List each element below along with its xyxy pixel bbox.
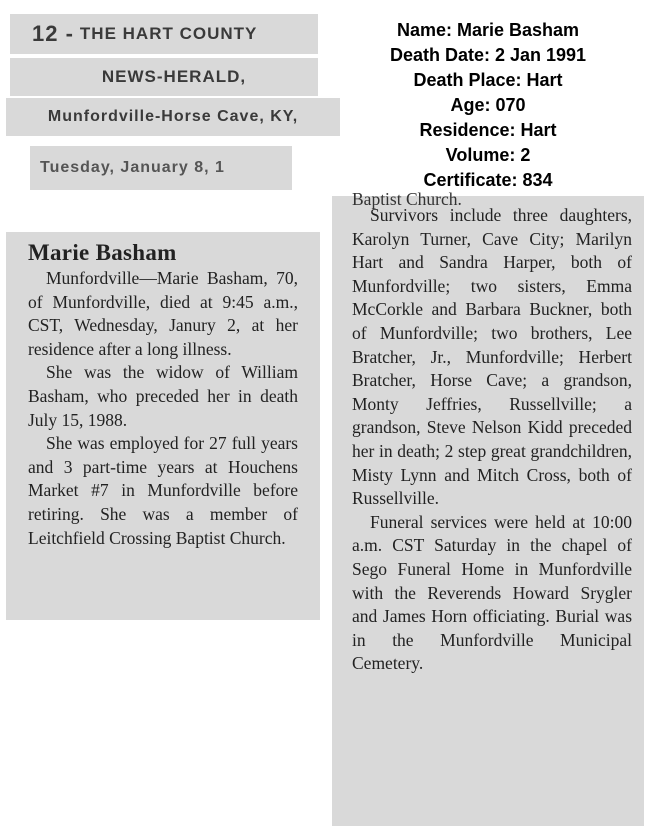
record-age: Age: 070 [450,95,526,115]
newspaper-location: Munfordville-Horse Cave, KY, [47,108,299,125]
masthead-location [6,98,340,136]
masthead-line-2 [10,58,318,96]
masthead-date [30,146,292,190]
death-record-summary [342,18,634,193]
obituary-heading: Marie Basham [28,240,177,265]
obituary-paragraph: She was employed for 27 full years and 3 part-time years at Houchens Market #7 in Munfordville before retiring. She was a member of Leitchfield Crossing Baptist Church. [28,433,298,548]
page-number: 12 - [32,21,74,46]
obituary-paragraph: Funeral services were held at 10:00 a.m. CST Saturday in the chapel of Sego Funeral Home in Munfordville with the Reverends Howard Srygler and James Horn officiating. Burial was in the Munfordville Municipal Cemetery. [352,511,632,674]
obituary-paragraph: Munfordville—Marie Basham, 70, of Munfordville, died at 9:45 a.m., CST, Wednesday, Janury 2, at her residence after a long illness. [28,268,298,359]
record-name: Name: Marie Basham [396,20,580,40]
obituary-column-left [6,232,320,620]
record-death-date: Death Date: 2 Jan 1991 [389,45,587,65]
obituary-paragraph: She was the widow of William Basham, who preceded her in death July 15, 1988. [28,362,298,430]
newspaper-name-part-2: NEWS-HERALD, [101,67,247,86]
publication-date: Tuesday, January 8, 1 [40,159,225,176]
obituary-column-right [332,189,644,826]
newspaper-name-part-1: THE HART COUNTY [79,24,258,43]
record-certificate: Certificate: 834 [423,170,553,190]
record-volume: Volume: 2 [445,145,531,165]
record-residence: Residence: Hart [419,120,557,140]
cut-off-text-fragment: Baptist Church. [352,189,462,209]
obituary-paragraph: Survivors include three daughters, Karolyn Turner, Cave City; Marilyn Hart and Sandra Harper, both of Munfordville; two sisters, Emma McCorkle and Barbara Buckner, both of Munfordville; two brothers, Lee Bratcher, Jr., Munfordville; Herbert Bratcher, Horse Cave; a grandson, Monty Jeffries, Russellville; a grandson, Steve Nelson Kidd preceded her in death; 2 step great grandchildren, Misty Lynn and Mitch Cross, both of Russellville. [352,205,632,509]
record-death-place: Death Place: Hart [413,70,563,90]
masthead-line-1 [10,14,318,54]
